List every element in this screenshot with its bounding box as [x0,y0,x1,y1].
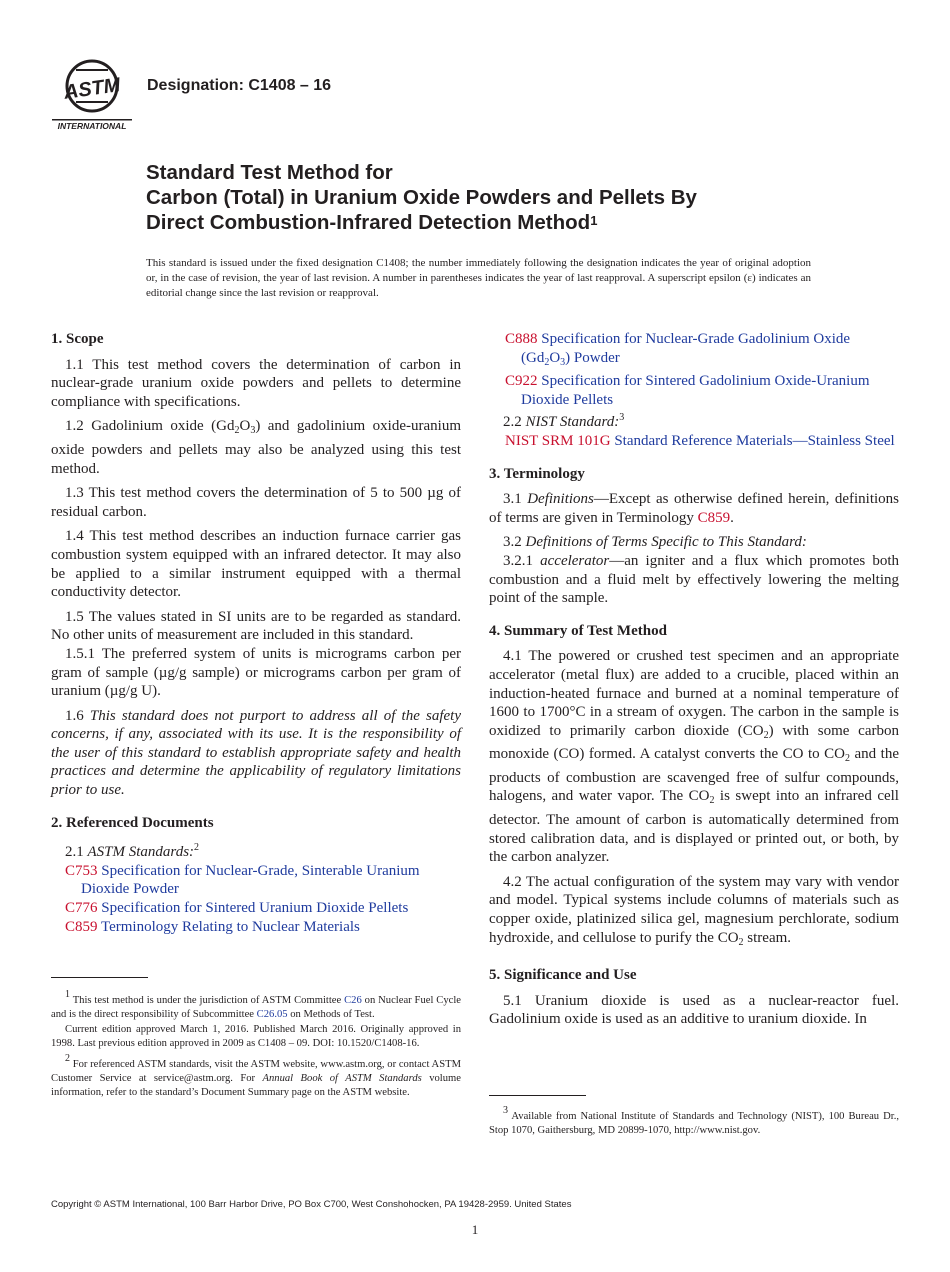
subscript: 2 [845,753,850,765]
footnote-divider-left [51,977,148,978]
paragraph-1-2 [51,417,461,478]
subscript[interactable]: 2 [544,356,550,368]
paragraph-1-3: 1.3 This test method covers the determination of 5 to 500 µg of residual carbon. [51,485,461,520]
p1-2-part: 1.2 Gadolinium oxide (Gd [65,418,235,435]
subscript: 2 [738,936,744,948]
paragraph-3-1 [489,490,899,527]
paragraph-1-5-1: 1.5.1 The preferred system of units is micrograms carbon per gram of sample (µg/g sample) or micrograms carbon per gram of uranium (µg/g U). [51,645,461,700]
definition-text: —an igniter and a flux which promotes both combustion and a fluid melt by effectively lowering the melting point of the sample. [489,552,899,607]
reference-c776[interactable] [65,899,461,918]
copyright-notice: Copyright © ASTM International, 100 Barr Harbor Drive, PO Box C700, West Conshohocken, PA 19428-2959. United States [51,1199,572,1210]
footnote-divider-right [489,1095,586,1096]
paragraph-number: 2.2 [503,414,526,431]
section-heading-summary: 4. Summary of Test Method [489,622,667,639]
section-heading-significance: 5. Significance and Use [489,967,637,984]
reference-title[interactable]: Specification for Sintered Gadolinium Oxide-Uranium Dioxide Pellets [521,373,870,408]
footnote-1-edition: Current edition approved March 1, 2016. Published March 2016. Originally approved in 1998. Last previous edition approved in 2009 as C1408 – 09. DOI: 10.1520/C1408-16. [51,1024,461,1049]
paragraph-number: 3.1 [503,491,528,508]
subscript[interactable]: 3 [560,356,566,368]
paragraph-1-4: 1.4 This test method describes an induction furnace carrier gas combustion system equipped with an infrared detector. It may also be applied to a similar instrument equipped with a thermal conductivity detector. [51,528,461,601]
paragraph-number: 3.2 [503,534,526,551]
footnote-text: on Nuclear Fuel Cycle and is the direct responsibility of Subcommittee [51,995,461,1020]
reference-code[interactable]: C753 [65,862,98,879]
reference-nist-srm-101g[interactable] [505,432,899,451]
text-part: stream. [743,929,792,946]
logo-text-bottom: INTERNATIONAL [57,121,127,131]
footnote-mark: 1 [65,989,70,1000]
footnote-text: This test method is under the jurisdiction of ASTM Committee [70,995,345,1006]
reference-c859[interactable] [65,918,461,937]
left-column [51,330,461,936]
footnote-text: on Methods of Test. [287,1008,375,1020]
text-part: is swept into an infrared cell detector. The amount of carbon is automatically determined from stored calibration data, and is displayed or printed out, or both, by the carbon analyzer. [489,788,899,866]
footnote-text: Available from National Institute of Standards and Technology (NIST), 100 Bureau Dr., Stop 1070, Gaithersburg, MD 20899-1070, http://www.nist.gov. [489,1111,899,1136]
reference-code[interactable]: C859 [65,918,98,935]
text-part: 4.2 The actual configuration of the system may vary with vendor and model. Typical systems include columns of materials such as copper oxide, platinized silica gel, magnesium perchlorate, sodium hydroxide, and cellulose to purify the CO [489,873,899,946]
nist-standard-label: NIST Standard: [525,414,620,431]
subscript: 2 [709,795,715,807]
paragraph-2-1 [51,839,461,862]
paragraph-1-5: 1.5 The values stated in SI units are to be regarded as standard. No other units of measurement are included in this standard. [51,608,461,644]
issuance-notice: This standard is issued under the fixed designation C1408; the number immediately following the designation indicates the year of original adoption or, in the case of revision, the year of last revision. A number in parentheses indicates the year of last reapproval. A superscript epsilon (ε) indicates an editorial change since the last revision or reapproval. [146,257,811,299]
term: Definitions [527,491,594,508]
term: accelerator [540,552,610,569]
reference-code[interactable]: C922 [505,373,538,390]
title-part[interactable]: ) Powder [565,349,620,366]
reference-code[interactable]: C888 [505,331,538,347]
page-number: 1 [471,1222,479,1237]
reference-c888[interactable] [505,330,899,372]
title-line-3 [146,210,866,235]
title-line-1: Standard Test Method for [146,161,393,184]
paragraph-1-1: 1.1 This test method covers the determination of carbon in nuclear-grade uranium oxide powders and pellets to determine compliance with specifications. [51,356,461,410]
document-title [146,160,866,235]
paragraph-4-2 [489,873,899,952]
footnote-1 [51,988,461,1021]
title-line-3-text: Direct Combustion-Infrared Detection Method [146,211,591,234]
subheading: Definitions of Terms Specific to This Standard: [525,534,807,551]
footnote-text: For referenced ASTM standards, visit the ASTM website, www.astm.org, or contact ASTM Customer Service at service@astm.org. For [51,1059,461,1084]
astm-standards-label: ASTM Standards: [87,844,195,861]
designation: Designation: C1408 – 16 [147,77,332,94]
reference-code[interactable]: C776 [65,900,98,917]
footnotes-left [51,988,461,1101]
safety-caveat: This standard does not purport to address all of the safety concerns, if any, associated with its use. It is the responsibility of the user of this standard to establish appropriate safety and health practices and determine the applicability of regulatory limitations prior to use. [51,707,462,799]
paragraph-1-6 [51,707,461,800]
footnotes-right [489,1104,899,1139]
subcommittee-link[interactable]: C26.05 [256,1008,288,1020]
footnote-mark: 2 [194,842,200,854]
paragraph-3-2-1 [489,552,899,608]
reference-c753[interactable] [65,862,461,899]
footnote-italic: Annual Book of ASTM Standards [262,1072,422,1084]
paragraph-3-2 [489,533,899,552]
footnote-mark: 2 [65,1053,70,1065]
reference-title[interactable]: Terminology Relating to Nuclear Materials [101,918,360,935]
reference-c922[interactable] [505,372,899,409]
astm-logo [50,58,134,132]
logo-text-top: ASTM [62,74,122,104]
footnote-mark: 3 [503,1105,508,1116]
footnote-3 [489,1104,899,1137]
paragraph-2-2 [489,409,899,432]
committee-link[interactable]: C26 [344,995,362,1006]
footnote-text: volume information, refer to the standard’s Document Summary page on the ASTM website. [51,1072,461,1098]
reference-code[interactable]: NIST SRM 101G [505,432,611,449]
section-heading-scope: 1. Scope [51,331,104,347]
paragraph-number: 3.2.1 [503,552,541,569]
subscript: 2 [234,425,240,437]
reference-title[interactable]: Standard Reference Materials—Stainless Steel [614,432,895,449]
p1-2-part: O [239,418,251,435]
reference-title[interactable] [521,331,850,366]
subscript: 2 [763,729,769,741]
paragraph-number: 1.6 [65,707,90,724]
text-part: ) with some carbon monoxide (CO) formed. A catalyst converts the CO to CO [489,722,899,763]
section-heading-terminology: 3. Terminology [489,465,585,482]
text-part: and the products of combustion are scavenged free of sulfur compounds, halogens, and water vapor. The CO [489,746,900,805]
section-heading-referenced-documents: 2. Referenced Documents [51,814,214,831]
reference-title[interactable]: Specification for Nuclear-Grade, Sinterable Uranium Dioxide Powder [81,862,420,898]
title-line-2: Carbon (Total) in Uranium Oxide Powders and Pellets By [146,186,697,209]
paragraph-number: 2.1 [65,844,88,861]
paragraph-4-1 [489,647,899,867]
reference-title[interactable]: Specification for Sintered Uranium Dioxide Pellets [101,900,409,917]
subscript: 3 [250,425,256,437]
footnote-mark: 3 [619,412,625,424]
title-part[interactable]: Specification for Nuclear-Grade Gadolinium Oxide (Gd [521,331,851,366]
paragraph-5-1: 5.1 Uranium dioxide is used as a nuclear-reactor fuel. Gadolinium oxide is used as an additive to uranium dioxide. In [489,992,899,1028]
title-part[interactable]: O [549,349,561,366]
punctuation: . [730,509,734,526]
p1-2-part: ) and gadolinium oxide-uranium oxide powders and pellets may also be analyzed using this test method. [51,418,461,477]
footnote-2 [51,1052,461,1099]
terminology-link[interactable]: C859 [697,509,731,526]
title-footnote-mark: 1 [590,213,598,228]
definition-text: —Except as otherwise defined herein, definitions of terms are given in Terminology [489,491,900,526]
text-part: 4.1 The powered or crushed test specimen and an appropriate accelerator (metal flux) are added to a crucible, placed within an induction-heated furnace and burned at a nominal temperature of 1600 to 1700°C in a stream of oxygen. The carbon in the sample is oxidized to primarily carbon dioxide (CO [489,648,899,739]
right-column [489,330,899,1035]
